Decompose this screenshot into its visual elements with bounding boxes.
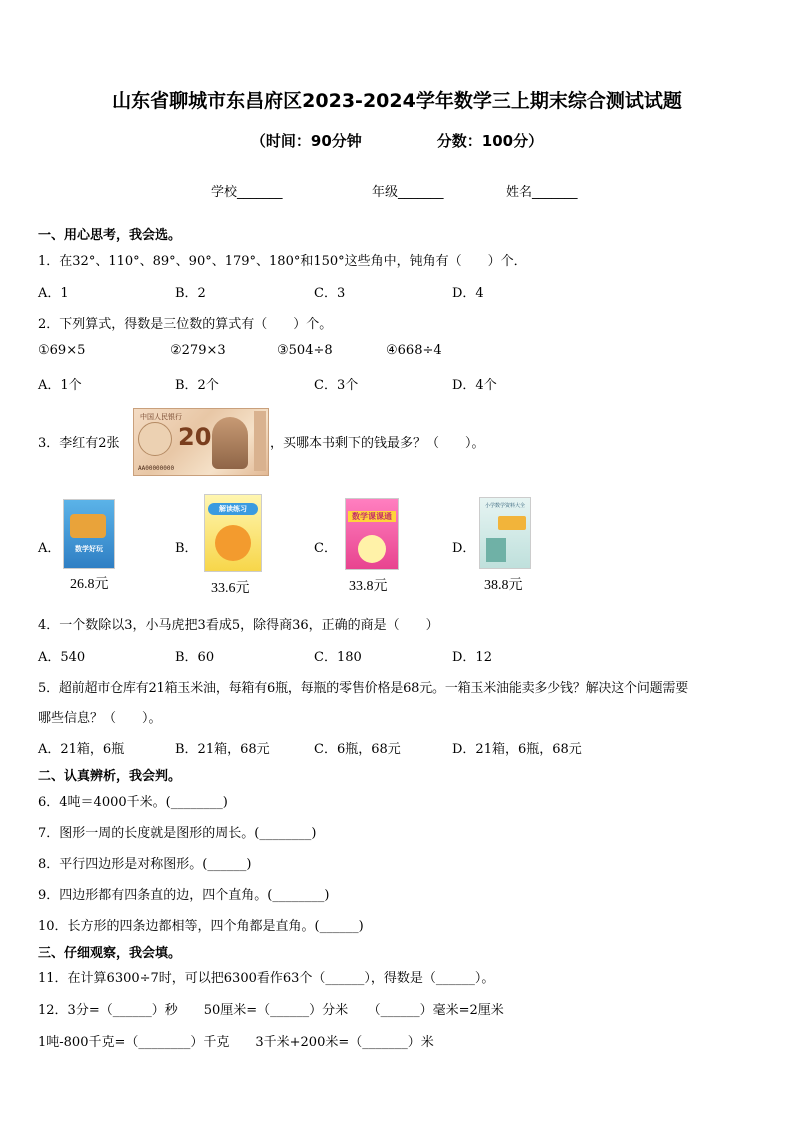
q2-option-b: B．2个 (175, 378, 219, 393)
q3-option-a-letter: A． (38, 541, 61, 556)
book-d-banner (498, 516, 526, 530)
book-a-title: 数学好玩 (75, 545, 103, 553)
q2-item-3: ③504÷8 (277, 343, 333, 358)
book-c-title: 数学课课通 (348, 511, 396, 522)
book-a-price: 26.8元 (70, 577, 109, 592)
banknote-emblem (138, 422, 172, 456)
question-2-stem: 2．下列算式，得数是三位数的算式有（ ）个。 (38, 317, 333, 332)
banknote-portrait (212, 417, 248, 469)
q5-option-c: C．6瓶，68元 (314, 742, 401, 757)
q1-option-d: D．4 (452, 286, 484, 301)
judge-question-8: 8．平行四边形是对称图形。(______) (38, 857, 252, 872)
q4-option-d: D．12 (452, 650, 492, 665)
book-d-price: 38.8元 (484, 578, 523, 593)
q2-option-d: D．4个 (452, 378, 497, 393)
q5-option-a: A．21箱，6瓶 (38, 742, 125, 757)
q5-option-d: D．21箱，6瓶，68元 (452, 742, 582, 757)
q3-option-b-letter: B． (175, 541, 198, 556)
q1-option-c: C．3 (314, 286, 346, 301)
q3-option-c-letter: C． (314, 541, 337, 556)
q4-option-a: A．540 (38, 650, 86, 665)
question-3-stem-start: 3．李红有2张 (38, 436, 120, 451)
judge-question-10: 10．长方形的四条边都相等，四个角都是直角。(______) (38, 919, 364, 934)
banknote-side-value (254, 411, 266, 471)
q1-option-a: A．1 (38, 286, 69, 301)
judge-question-6: 6．4吨＝4000千米。(________) (38, 795, 228, 810)
q1-option-b: B．2 (175, 286, 206, 301)
question-1-stem: 1．在32°、110°、89°、90°、179°、180°和150°这些角中，钝角有（ ）个． (38, 254, 527, 269)
q2-item-1: ①69×5 (38, 343, 86, 358)
q2-item-2: ②279×3 (170, 343, 226, 358)
book-b-illustration (215, 525, 251, 561)
question-3-stem-end: ，买哪本书剩下的钱最多？（ ）。 (270, 436, 485, 451)
fill-question-12-line-1: 12．3分=（______）秒 50厘米=（______）分米 （______）毫米=2厘米 (38, 1003, 504, 1018)
section-heading-3: 三、仔细观察，我会填。 (38, 946, 182, 961)
fill-question-11: 11．在计算6300÷7时，可以把6300看作63个（______），得数是（______）。 (38, 971, 495, 986)
judge-question-9: 9．四边形都有四条直的边，四个直角。(________) (38, 888, 330, 903)
q2-option-c: C．3个 (314, 378, 359, 393)
question-5-stem-line-1: 5．超前超市仓库有21箱玉米油，每箱有6瓶，每瓶的零售价格是68元。一箱玉米油能卖多少钱？解决这个问题需要 (38, 681, 689, 696)
banknote-serial: AA00000000 (138, 465, 175, 472)
q4-option-c: C．180 (314, 650, 362, 665)
book-b-price: 33.6元 (211, 581, 250, 596)
judge-question-7: 7．图形一周的长度就是图形的周长。(________) (38, 826, 317, 841)
fill-question-12-line-2: 1吨-800千克=（________）千克 3千米+200米=（_______）米 (38, 1035, 434, 1050)
banknote-bank-name: 中国人民银行 (140, 413, 182, 421)
book-cover-b (204, 494, 262, 572)
page-title: 山东省聊城市东昌府区2023-2024学年数学三上期末综合测试试题 (112, 90, 682, 112)
book-d-title: 小学数学资料大全 (484, 503, 525, 509)
question-4-stem: 4．一个数除以3，小马虎把3看成5，除得商36，正确的商是（ ） (38, 618, 439, 633)
q3-option-d-letter: D． (452, 541, 476, 556)
book-c-illustration (358, 535, 386, 563)
q2-item-4: ④668÷4 (386, 343, 442, 358)
q2-option-a: A．1个 (38, 378, 82, 393)
book-cover-d (479, 497, 531, 569)
section-heading-1: 一、用心思考，我会选。 (38, 228, 182, 243)
section-heading-2: 二、认真辨析，我会判。 (38, 769, 182, 784)
name-field: 姓名_______ (506, 185, 578, 200)
q5-option-b: B．21箱，68元 (175, 742, 270, 757)
book-cover-a (63, 499, 115, 569)
book-a-illustration (70, 514, 106, 538)
book-b-title: 解读练习 (208, 503, 258, 515)
banknote-image (133, 408, 269, 476)
question-5-stem-line-2: 哪些信息？（ ）。 (38, 711, 162, 726)
time-score-line: （时间：90分钟 分数：100分） (250, 132, 544, 150)
book-c-price: 33.8元 (349, 579, 388, 594)
book-d-illustration (486, 538, 506, 562)
school-field: 学校_______ (211, 185, 283, 200)
grade-field: 年级_______ (372, 185, 444, 200)
banknote-value: 20 (178, 423, 212, 451)
book-cover-c (345, 498, 399, 570)
q4-option-b: B．60 (175, 650, 215, 665)
